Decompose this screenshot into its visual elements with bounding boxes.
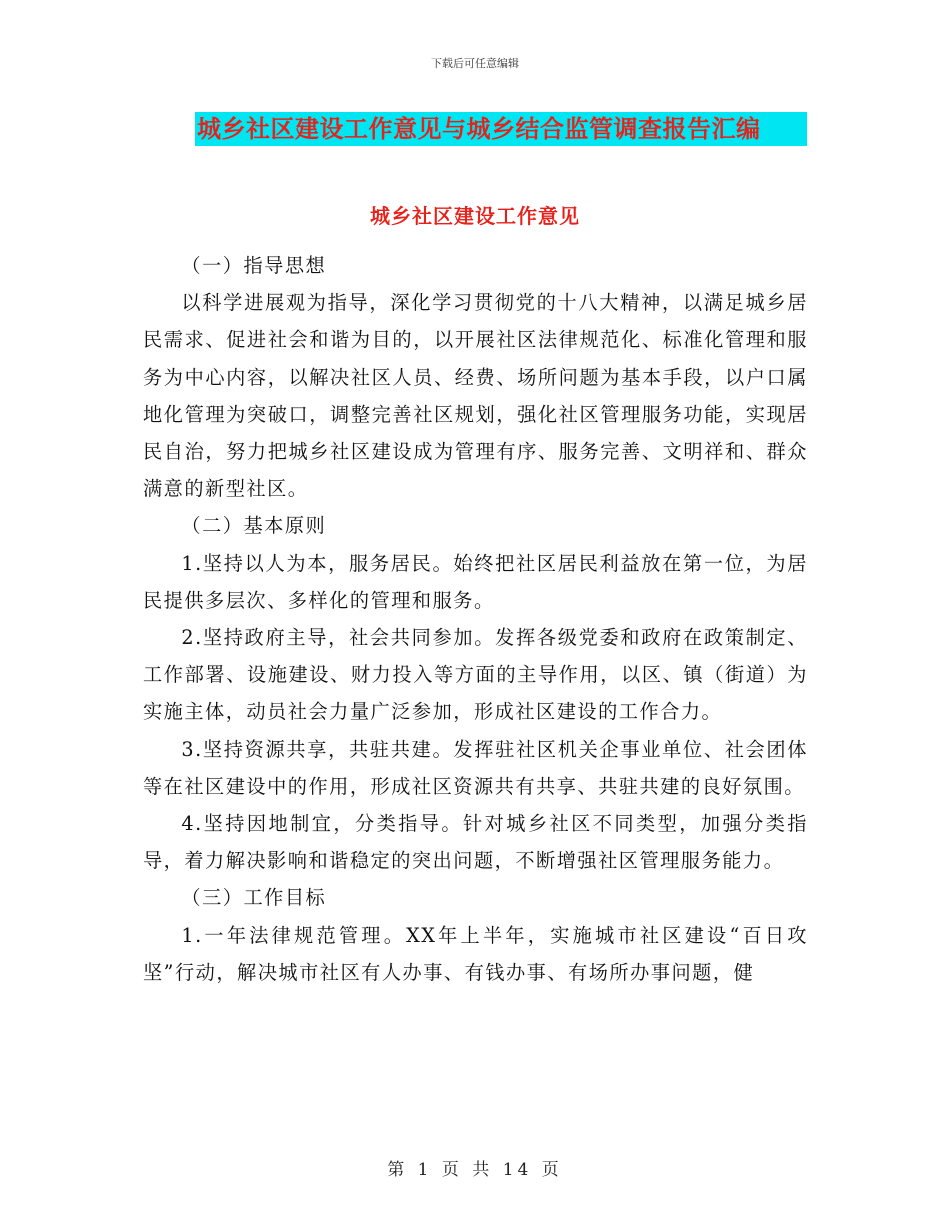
heading-basic-principles: （二）基本原则 bbox=[181, 514, 327, 538]
paragraph: 1.一年法律规范管理。XX年上半年，实施城市社区建设“百日攻坚”行动，解决城市社区有人办事、有钱办事、有场所办事问题，健 bbox=[143, 923, 808, 984]
paragraph: 4.坚持因地制宜，分类指导。针对城乡社区不同类型，加强分类指导，着力解决影响和谐稳定的突出问题，不断增强社区管理服务能力。 bbox=[143, 812, 808, 873]
section-title: 城乡社区建设工作意见 bbox=[370, 204, 580, 228]
paragraph: 1.坚持以人为本，服务居民。始终把社区居民利益放在第一位，为居民提供多层次、多样化的管理和服务。 bbox=[143, 551, 808, 612]
heading-work-goals: （三）工作目标 bbox=[181, 886, 327, 910]
page-footer: 第 1 页 共 14 页 bbox=[387, 1160, 563, 1180]
header-note: 下载后可任意编辑 bbox=[431, 57, 519, 70]
heading-guiding-ideology: （一）指导思想 bbox=[181, 254, 327, 277]
paragraph: 3.坚持资源共享，共驻共建。发挥驻社区机关企事业单位、社会团体等在社区建设中的作用，形成社区资源共有共享、共驻共建的良好氛围。 bbox=[143, 737, 808, 798]
paragraph: 2.坚持政府主导，社会共同参加。发挥各级党委和政府在政策制定、工作部署、设施建设、财力投入等方面的主导作用，以区、镇（街道）为实施主体，动员社会力量广泛参加，形成社区建设的工作合力。 bbox=[143, 626, 808, 724]
paragraph: 以科学进展观为指导，深化学习贯彻党的十八大精神，以满足城乡居民需求、促进社会和谐为目的，以开展社区法律规范化、标准化管理和服务为中心内容，以解决社区人员、经费、场所问题为基本手段，以户口属地化管理为突破口，调整完善社区规划，强化社区管理服务功能，实现居民自治，努力把城乡社区建设成为管理有序、服务完善、文明祥和、群众满意的新型社区。 bbox=[143, 291, 808, 501]
document-body bbox=[143, 247, 808, 991]
main-title: 城乡社区建设工作意见与城乡结合监管调查报告汇编 bbox=[195, 112, 807, 146]
